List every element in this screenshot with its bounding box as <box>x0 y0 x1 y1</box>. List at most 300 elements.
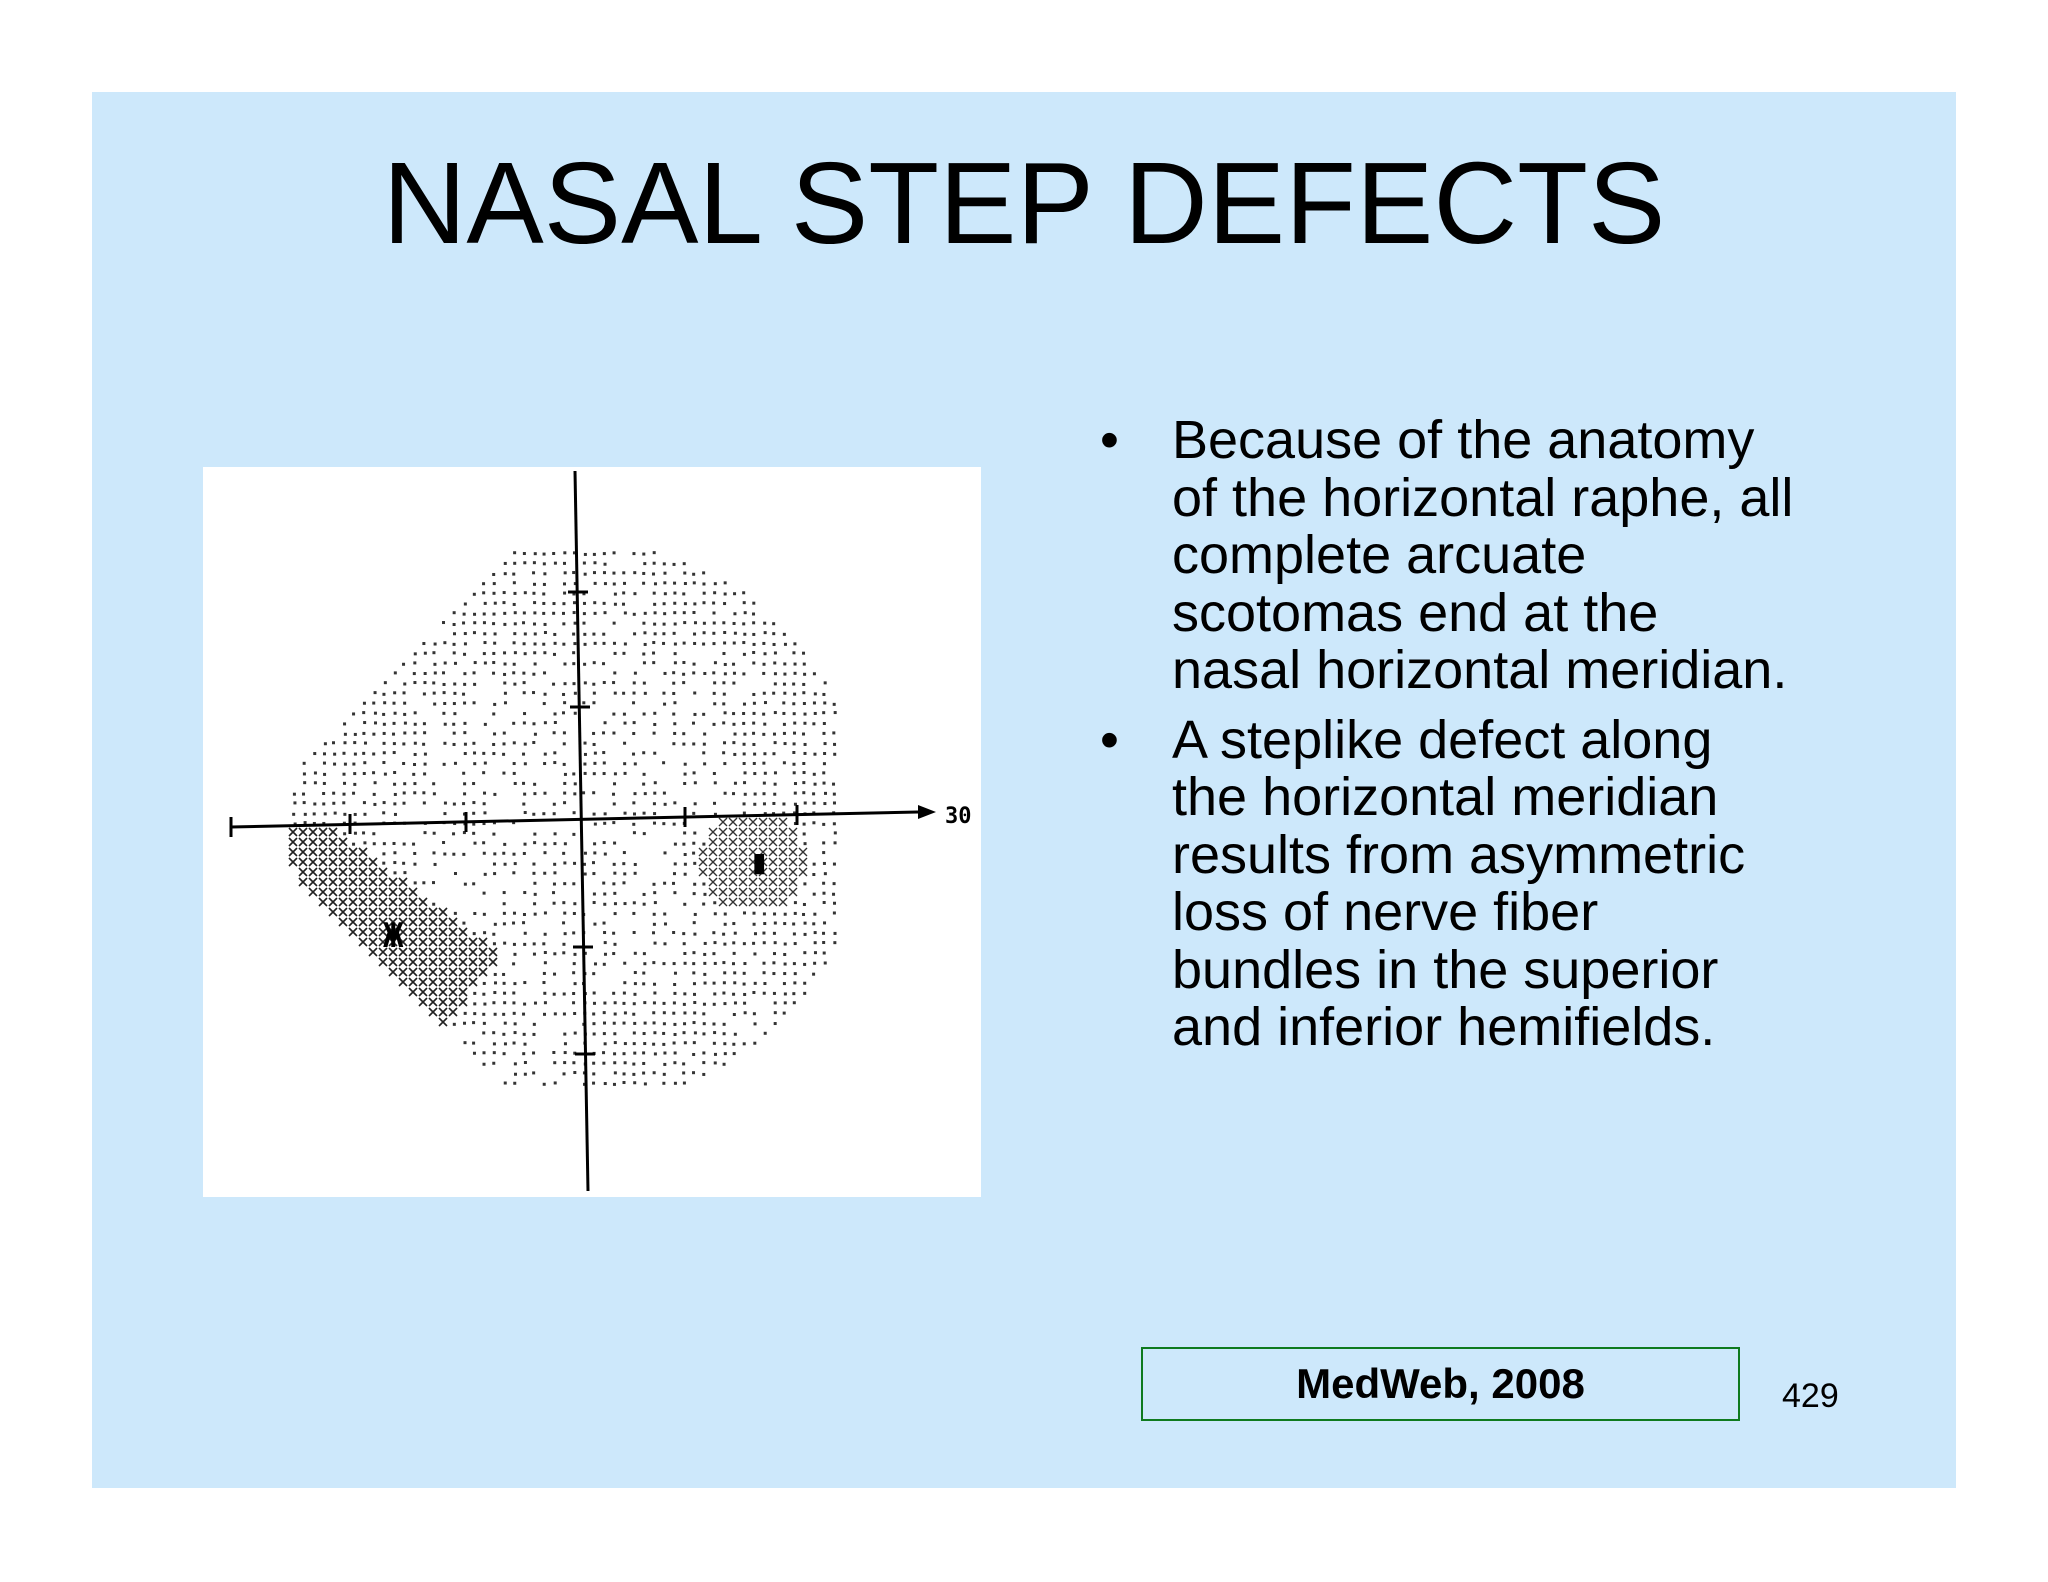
defect-cross <box>459 948 467 956</box>
field-dot <box>673 582 676 585</box>
defect-cross <box>399 968 407 976</box>
field-dot <box>822 693 825 696</box>
field-dot <box>543 553 546 556</box>
field-dot <box>634 762 637 765</box>
field-dot <box>513 641 516 644</box>
field-dot <box>403 782 406 785</box>
defect-cross <box>399 888 407 896</box>
field-dot <box>623 1081 626 1084</box>
defect-cross <box>439 1008 447 1016</box>
field-dot <box>594 823 597 826</box>
field-dot <box>742 622 745 625</box>
field-dot <box>752 633 755 636</box>
field-dot <box>722 621 725 624</box>
field-dot <box>663 612 666 615</box>
field-dot <box>833 703 836 706</box>
defect-cross <box>729 878 737 886</box>
field-dot <box>593 692 596 695</box>
field-dot <box>472 1021 475 1024</box>
field-dot <box>674 643 677 646</box>
field-dot <box>542 602 545 605</box>
defect-cross <box>769 878 777 886</box>
field-dot <box>562 602 565 605</box>
defect-cross <box>719 818 727 826</box>
field-dot <box>804 802 807 805</box>
field-dot <box>794 792 797 795</box>
field-dot <box>543 792 546 795</box>
field-dot <box>563 562 566 565</box>
field-dot <box>702 582 705 585</box>
field-dot <box>684 962 687 965</box>
field-dot <box>503 992 506 995</box>
field-dot <box>644 643 647 646</box>
defect-cross <box>489 948 497 956</box>
field-dot <box>394 793 397 796</box>
field-dot <box>383 842 386 845</box>
defect-cross <box>389 958 397 966</box>
defect-cross <box>349 868 357 876</box>
field-dot <box>774 771 777 774</box>
field-dot <box>683 831 686 834</box>
field-dot <box>702 883 705 886</box>
field-dot <box>823 802 826 805</box>
field-dot <box>602 751 605 754</box>
field-dot <box>564 571 567 574</box>
visual-field-plot <box>203 467 981 1197</box>
field-dot <box>442 671 445 674</box>
field-dot <box>622 591 625 594</box>
field-dot <box>563 1072 566 1075</box>
field-dot <box>533 561 536 564</box>
field-dot <box>762 713 765 716</box>
field-dot <box>654 632 657 635</box>
defect-cross <box>469 978 477 986</box>
defect-cross <box>329 878 337 886</box>
field-dot <box>642 1051 645 1054</box>
field-dot <box>803 663 806 666</box>
field-dot <box>533 902 536 905</box>
field-dot <box>473 671 476 674</box>
field-dot <box>693 663 696 666</box>
field-dot <box>703 622 706 625</box>
defect-cross <box>779 838 787 846</box>
field-dot <box>653 802 656 805</box>
field-dot <box>762 932 765 935</box>
field-dot <box>603 822 606 825</box>
field-dot <box>674 1082 677 1085</box>
field-dot <box>714 1053 717 1056</box>
field-dot <box>522 803 525 806</box>
field-dot <box>634 982 637 985</box>
field-dot <box>703 973 706 976</box>
field-dot <box>813 753 816 756</box>
field-dot <box>513 632 516 635</box>
defect-cross <box>439 928 447 936</box>
field-dot <box>634 971 637 974</box>
field-dot <box>742 641 745 644</box>
field-dot <box>594 642 597 645</box>
field-dot <box>562 612 565 615</box>
field-dot <box>673 1041 676 1044</box>
field-dot <box>572 772 575 775</box>
axis-30-label: 30 <box>945 804 972 829</box>
field-dot <box>693 581 696 584</box>
field-dot <box>313 802 316 805</box>
field-dot <box>813 672 816 675</box>
field-dot <box>343 782 346 785</box>
defect-cross <box>449 928 457 936</box>
field-dot <box>612 952 615 955</box>
defect-cross <box>419 978 427 986</box>
field-dot <box>513 592 516 595</box>
field-dot <box>314 771 317 774</box>
field-dot <box>573 792 576 795</box>
field-dot <box>823 762 826 765</box>
field-dot <box>642 982 645 985</box>
field-dot <box>653 732 656 735</box>
field-dot <box>463 792 466 795</box>
field-dot <box>393 851 396 854</box>
field-dot <box>793 932 796 935</box>
field-dot <box>642 553 645 556</box>
field-dot <box>593 571 596 574</box>
field-dot <box>503 843 506 846</box>
defect-cross <box>449 948 457 956</box>
field-dot <box>663 1011 666 1014</box>
field-dot <box>403 682 406 685</box>
defect-cross <box>409 938 417 946</box>
field-dot <box>354 832 357 835</box>
defect-cross <box>719 898 727 906</box>
defect-cross <box>359 908 367 916</box>
field-dot <box>522 1052 525 1055</box>
field-dot <box>784 1001 787 1004</box>
defect-cross <box>369 898 377 906</box>
defect-cross <box>309 828 317 836</box>
field-dot <box>614 603 617 606</box>
field-dot <box>493 942 496 945</box>
field-dot <box>692 1071 695 1074</box>
field-dot <box>594 612 597 615</box>
field-dot <box>603 1011 606 1014</box>
defect-cross <box>789 868 797 876</box>
field-dot <box>493 863 496 866</box>
field-dot <box>473 1002 476 1005</box>
field-dot <box>602 1051 605 1054</box>
field-dot <box>383 801 386 804</box>
defect-cross <box>769 898 777 906</box>
field-dot <box>593 1002 596 1005</box>
field-dot <box>464 1012 467 1015</box>
field-dot <box>642 582 645 585</box>
field-dot <box>722 652 725 655</box>
field-dot <box>713 681 716 684</box>
field-dot <box>433 663 436 666</box>
field-dot <box>342 752 345 755</box>
defect-cross <box>359 878 367 886</box>
field-dot <box>623 762 626 765</box>
field-dot <box>633 1081 636 1084</box>
field-dot <box>752 612 755 615</box>
field-dot <box>754 932 757 935</box>
defect-cross <box>429 908 437 916</box>
field-dot <box>303 801 306 804</box>
field-dot <box>574 782 577 785</box>
field-dot <box>613 1061 616 1064</box>
defect-cross <box>339 908 347 916</box>
field-dot <box>643 1042 646 1045</box>
field-dot <box>753 712 756 715</box>
field-dot <box>613 1083 616 1086</box>
defect-cross <box>359 858 367 866</box>
field-dot <box>634 792 637 795</box>
field-dot <box>533 611 536 614</box>
defect-cross <box>359 938 367 946</box>
field-dot <box>492 622 495 625</box>
field-dot <box>663 602 666 605</box>
defect-cross <box>709 878 717 886</box>
field-dot <box>822 892 825 895</box>
defect-cross <box>789 828 797 836</box>
field-dot <box>352 843 355 846</box>
field-dot <box>343 773 346 776</box>
field-dot <box>474 842 477 845</box>
field-dot <box>603 642 606 645</box>
field-dot <box>793 742 796 745</box>
field-dot <box>784 963 787 966</box>
field-dot <box>533 601 536 604</box>
field-dot <box>522 672 525 675</box>
field-dot <box>632 701 635 704</box>
field-dot <box>523 611 526 614</box>
field-dot <box>613 802 616 805</box>
field-dot <box>714 962 717 965</box>
field-dot <box>824 872 827 875</box>
field-dot <box>732 922 735 925</box>
defect-cross <box>309 868 317 876</box>
defect-cross <box>699 858 707 866</box>
field-dot <box>473 762 476 765</box>
defect-cross <box>739 828 747 836</box>
defect-cross <box>419 918 427 926</box>
defect-cross <box>439 948 447 956</box>
field-dot <box>332 802 335 805</box>
field-dot <box>723 762 726 765</box>
defect-cross <box>439 988 447 996</box>
field-dot <box>733 952 736 955</box>
field-dot <box>552 552 555 555</box>
defect-cross <box>459 928 467 936</box>
field-dot <box>723 943 726 946</box>
field-dot <box>573 682 576 685</box>
field-dot <box>303 772 306 775</box>
field-dot <box>363 702 366 705</box>
field-dot <box>542 942 545 945</box>
field-dot <box>673 732 676 735</box>
field-dot <box>833 902 836 905</box>
field-dot <box>324 742 327 745</box>
field-dot <box>753 1012 756 1015</box>
field-dot <box>383 742 386 745</box>
field-dot <box>793 962 796 965</box>
field-dot <box>523 943 526 946</box>
field-dot <box>633 1002 636 1005</box>
field-dot <box>783 692 786 695</box>
field-dot <box>482 591 485 594</box>
field-dot <box>492 661 495 664</box>
field-dot <box>602 882 605 885</box>
field-dot <box>382 761 385 764</box>
field-dot <box>403 802 406 805</box>
field-dot <box>753 702 756 705</box>
defect-cross <box>729 858 737 866</box>
field-dot <box>584 681 587 684</box>
field-dot <box>473 621 476 624</box>
field-dot <box>613 872 616 875</box>
field-dot <box>732 723 735 726</box>
field-dot <box>622 603 625 606</box>
defect-cross <box>409 928 417 936</box>
field-dot <box>412 843 415 846</box>
field-dot <box>572 662 575 665</box>
field-dot <box>653 1001 656 1004</box>
field-dot <box>492 833 495 836</box>
field-dot <box>662 1082 665 1085</box>
field-dot <box>553 653 556 656</box>
field-dot <box>592 1022 595 1025</box>
field-dot <box>643 773 646 776</box>
field-dot <box>692 812 695 815</box>
field-dot <box>504 572 507 575</box>
field-dot <box>662 1032 665 1035</box>
defect-cross <box>429 928 437 936</box>
field-dot <box>732 792 735 795</box>
field-dot <box>543 583 546 586</box>
field-dot <box>722 751 725 754</box>
field-dot <box>683 572 686 575</box>
field-dot <box>443 763 446 766</box>
field-dot <box>752 693 755 696</box>
defect-cross <box>719 828 727 836</box>
field-dot <box>463 722 466 725</box>
field-dot <box>772 622 775 625</box>
defect-cross <box>319 858 327 866</box>
field-dot <box>653 1031 656 1034</box>
field-dot <box>452 832 455 835</box>
field-dot <box>702 1061 705 1064</box>
field-dot <box>612 572 615 575</box>
field-dot <box>532 813 535 816</box>
field-dot <box>693 832 696 835</box>
field-dot <box>753 643 756 646</box>
field-dot <box>482 1031 485 1034</box>
defect-cross <box>429 998 437 1006</box>
field-dot <box>772 752 775 755</box>
field-dot <box>424 753 427 756</box>
field-dot <box>503 891 506 894</box>
field-dot <box>632 912 635 915</box>
field-dot <box>724 1052 727 1055</box>
field-dot <box>503 682 506 685</box>
field-dot <box>453 743 456 746</box>
field-dot <box>834 831 837 834</box>
field-dot <box>662 962 665 965</box>
field-dot <box>553 883 556 886</box>
field-dot <box>414 652 417 655</box>
field-dot <box>592 791 595 794</box>
field-dot <box>592 861 595 864</box>
field-dot <box>743 802 746 805</box>
defect-cross <box>439 918 447 926</box>
defect-cross <box>449 988 457 996</box>
defect-cross <box>769 828 777 836</box>
field-dot <box>623 582 626 585</box>
field-dot <box>664 803 667 806</box>
field-dot <box>733 1052 736 1055</box>
field-dot <box>583 663 586 666</box>
field-dot <box>673 962 676 965</box>
field-dot <box>613 1022 616 1025</box>
field-dot <box>624 611 627 614</box>
defect-cross <box>739 868 747 876</box>
field-dot <box>624 902 627 905</box>
field-dot <box>532 592 535 595</box>
field-dot <box>553 761 556 764</box>
defect-cross <box>769 838 777 846</box>
field-dot <box>604 721 607 724</box>
defect-cross <box>309 848 317 856</box>
defect-cross <box>439 938 447 946</box>
field-dot <box>744 771 747 774</box>
field-dot <box>603 922 606 925</box>
defect-cross <box>339 918 347 926</box>
field-dot <box>724 581 727 584</box>
field-dot <box>432 651 435 654</box>
field-dot <box>393 702 396 705</box>
field-dot <box>542 981 545 984</box>
field-dot <box>373 803 376 806</box>
field-dot <box>673 992 676 995</box>
field-dot <box>803 982 806 985</box>
field-dot <box>774 1001 777 1004</box>
field-dot <box>683 782 686 785</box>
field-dot <box>563 992 566 995</box>
field-dot <box>493 852 496 855</box>
field-dot <box>684 873 687 876</box>
field-dot <box>643 562 646 565</box>
defect-cross <box>449 1008 457 1016</box>
field-dot <box>523 913 526 916</box>
field-dot <box>482 841 485 844</box>
field-dot <box>564 1042 567 1045</box>
field-dot <box>684 763 687 766</box>
field-dot <box>432 851 435 854</box>
field-dot <box>593 1032 596 1035</box>
field-dot <box>674 661 677 664</box>
field-dot <box>663 703 666 706</box>
defect-cross <box>709 848 717 856</box>
defect-cross <box>759 898 767 906</box>
field-dot <box>572 571 575 574</box>
field-dot <box>703 1003 706 1006</box>
field-dot <box>623 742 626 745</box>
field-dot <box>553 751 556 754</box>
visual-field-figure <box>203 467 981 1197</box>
field-dot <box>633 1052 636 1055</box>
field-dot <box>813 962 816 965</box>
field-dot <box>483 811 486 814</box>
field-dot <box>503 922 506 925</box>
